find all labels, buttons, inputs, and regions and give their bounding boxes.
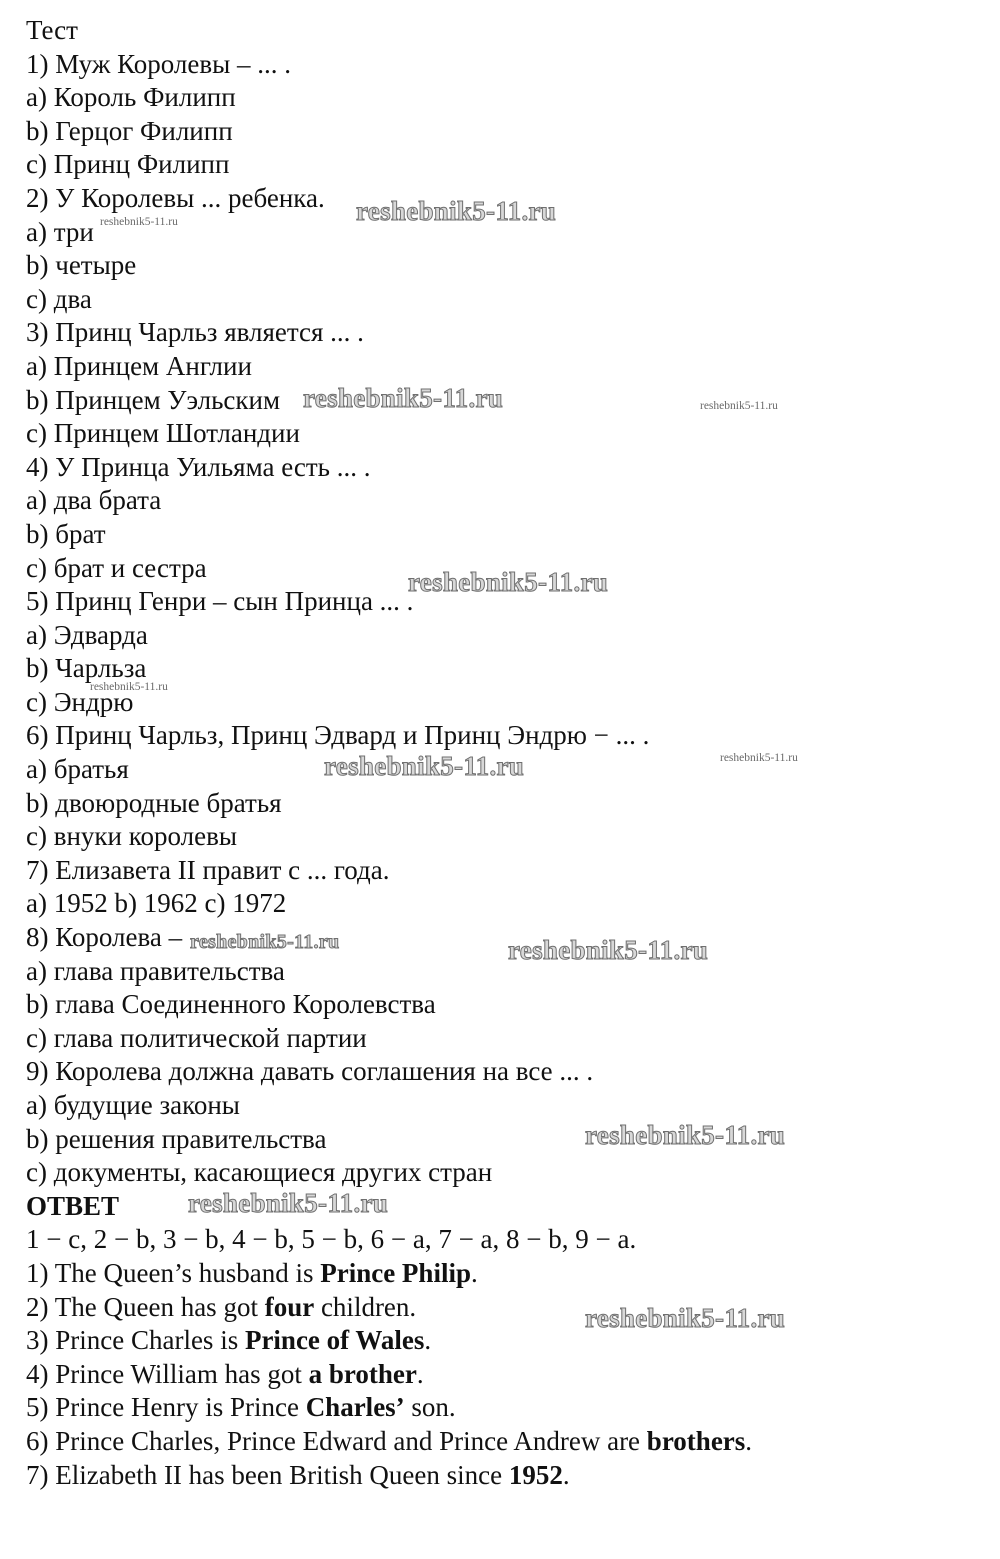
answer-7-text: 7) Elizabeth II has been British Queen since bbox=[26, 1459, 509, 1490]
question-8-option-b: b) глава Соединенного Королевства bbox=[26, 989, 436, 1020]
answer-5-bold: Charles’ bbox=[305, 1392, 405, 1423]
answer-sentence-7 bbox=[26, 1459, 986, 1493]
question-6-option-a: a) братья bbox=[26, 754, 129, 785]
question-7-options: a) 1952 b) 1962 c) 1972 bbox=[26, 888, 287, 919]
test-title: Тест bbox=[26, 15, 78, 45]
answer-6-text: 6) Prince Charles, Prince Edward and Prince Andrew are bbox=[26, 1425, 647, 1456]
watermark-small: reshebnik5-11.ru bbox=[90, 681, 168, 693]
answer-sentence-1 bbox=[26, 1257, 986, 1291]
answer-7-bold: 1952 bbox=[508, 1459, 563, 1490]
question-4-option-a: a) два брата bbox=[26, 485, 162, 516]
watermark-small: reshebnik5-11.ru bbox=[700, 400, 778, 412]
question-1-option-a: a) Король Филипп bbox=[26, 82, 236, 113]
answer-1-end: . bbox=[470, 1257, 478, 1288]
question-4: 4) У Принца Уильяма есть ... . bbox=[26, 451, 371, 482]
answer-2-end: children. bbox=[314, 1291, 417, 1322]
answer-sentence-5 bbox=[26, 1391, 986, 1425]
question-3-option-a: a) Принцем Англии bbox=[26, 350, 252, 381]
watermark: reshebnik5-11.ru bbox=[356, 196, 557, 226]
question-3-option-c: c) Принцем Шотландии bbox=[26, 418, 300, 449]
answer-1-text: 1) The Queen’s husband is bbox=[26, 1257, 321, 1288]
answer-1-bold: Prince Philip bbox=[320, 1257, 471, 1288]
watermark-small: reshebnik5-11.ru bbox=[720, 752, 798, 764]
question-8-option-c: c) глава политической партии bbox=[26, 1022, 367, 1053]
question-8: 8) Королева – bbox=[26, 922, 183, 953]
question-2: 2) У Королевы ... ребенка. bbox=[26, 182, 325, 213]
question-6-option-b: b) двоюродные братья bbox=[26, 787, 282, 818]
answer-7-end: . bbox=[562, 1459, 570, 1490]
answer-5-end: son. bbox=[404, 1392, 456, 1423]
question-1: 1) Муж Королевы – ... . bbox=[26, 48, 292, 79]
answer-3-end: . bbox=[424, 1325, 432, 1356]
watermark: reshebnik5-11.ru bbox=[324, 751, 525, 781]
answer-5-text: 5) Prince Henry is Prince bbox=[26, 1392, 306, 1423]
watermark: reshebnik5-11.ru bbox=[508, 935, 709, 965]
answer-key: 1 − c, 2 − b, 3 − b, 4 − b, 5 − b, 6 − a, 7 − a, 8 − b, 9 − a. bbox=[26, 1224, 637, 1255]
question-4-option-c: c) брат и сестра bbox=[26, 552, 207, 583]
answer-6-end: . bbox=[745, 1425, 753, 1456]
answer-6-bold: brothers bbox=[646, 1425, 746, 1456]
question-7: 7) Елизавета II правит с ... года. bbox=[26, 854, 390, 885]
answer-heading: ОТВЕТ bbox=[26, 1190, 120, 1221]
question-3-option-b: b) Принцем Уэльским bbox=[26, 384, 281, 415]
question-6: 6) Принц Чарльз, Принц Эдвард и Принц Эндрю − ... . bbox=[26, 720, 650, 751]
watermark: reshebnik5-11.ru bbox=[585, 1303, 786, 1333]
question-2-option-c: c) два bbox=[26, 283, 92, 314]
answer-3-text: 3) Prince Charles is bbox=[26, 1325, 245, 1356]
question-5-option-c: c) Эндрю bbox=[26, 686, 134, 717]
question-2-option-a: a) три bbox=[26, 216, 94, 247]
question-1-option-b: b) Герцог Филипп bbox=[26, 115, 233, 146]
watermark: reshebnik5-11.ru bbox=[188, 1188, 389, 1218]
answer-2-bold: four bbox=[264, 1291, 315, 1322]
watermark: reshebnik5-11.ru bbox=[190, 931, 340, 953]
question-8-option-a: a) глава правительства bbox=[26, 955, 285, 986]
question-5: 5) Принц Генри – сын Принца ... . bbox=[26, 586, 414, 617]
question-3: 3) Принц Чарльз является ... . bbox=[26, 317, 364, 348]
answer-sentence-2 bbox=[26, 1291, 986, 1325]
answer-sentence-6 bbox=[26, 1425, 986, 1459]
watermark: reshebnik5-11.ru bbox=[585, 1120, 786, 1150]
answer-4-text: 4) Prince William has got bbox=[26, 1358, 309, 1389]
answer-3-bold: Prince of Wales bbox=[244, 1325, 425, 1356]
question-9-option-a: a) будущие законы bbox=[26, 1090, 240, 1120]
question-9-option-c: c) документы, касающиеся других стран bbox=[26, 1157, 493, 1188]
answer-2-text: 2) The Queen has got bbox=[26, 1291, 265, 1322]
question-2-option-b: b) четыре bbox=[26, 250, 137, 281]
question-9: 9) Королева должна давать соглашения на все ... . bbox=[26, 1056, 594, 1087]
question-5-option-b: b) Чарльза bbox=[26, 653, 147, 684]
watermark-small: reshebnik5-11.ru bbox=[100, 216, 178, 228]
watermark: reshebnik5-11.ru bbox=[408, 567, 609, 597]
question-1-option-c: c) Принц Филипп bbox=[26, 149, 230, 180]
answer-sentence-4 bbox=[26, 1358, 986, 1392]
question-4-option-b: b) брат bbox=[26, 518, 106, 549]
answer-4-end: . bbox=[416, 1358, 424, 1389]
watermark: reshebnik5-11.ru bbox=[303, 383, 504, 413]
question-5-option-a: a) Эдварда bbox=[26, 619, 148, 650]
question-6-option-c: c) внуки королевы bbox=[26, 821, 237, 852]
answer-4-bold: a brother bbox=[308, 1358, 417, 1389]
answer-sentence-3 bbox=[26, 1324, 986, 1358]
question-9-option-b: b) решения правительства bbox=[26, 1123, 327, 1154]
